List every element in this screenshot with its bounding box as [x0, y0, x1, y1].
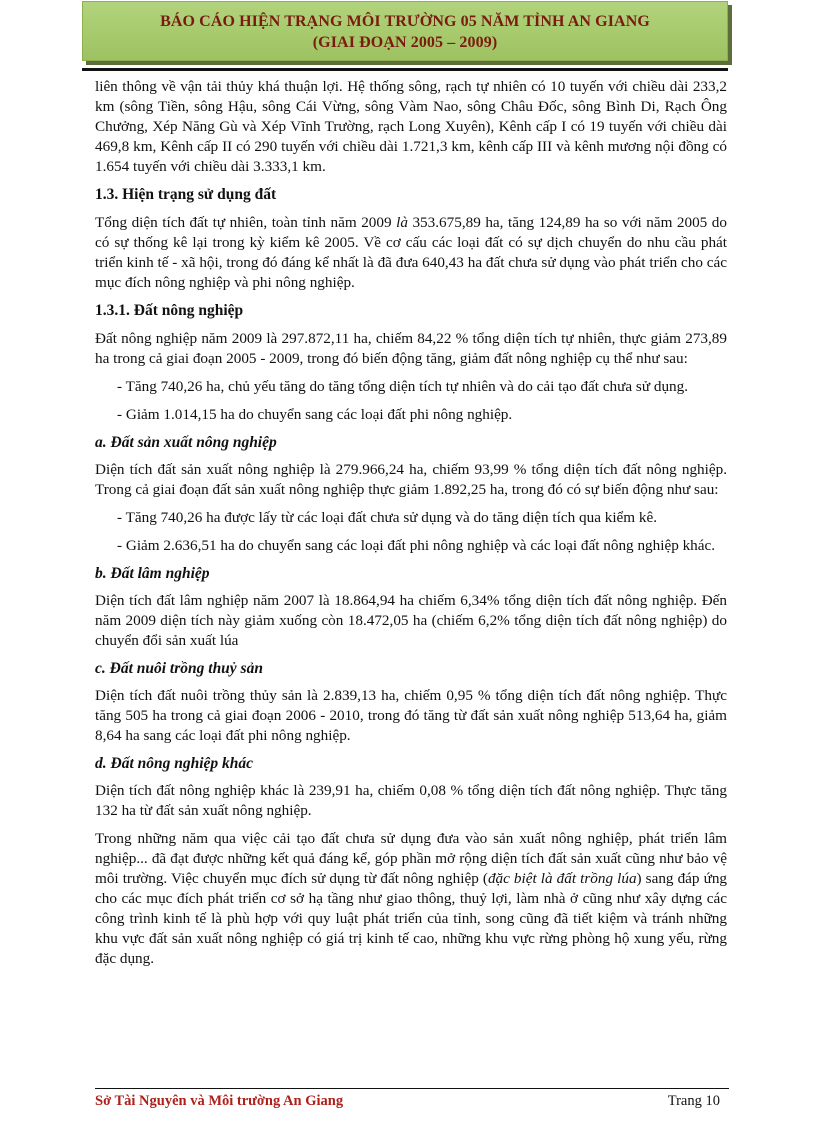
- paragraph-a: Diện tích đất sản xuất nông nghiệp là 279.966,24 ha, chiếm 93,99 % tổng diện tích đất nông nghiệp. Trong cả giai đoạn đất sản xuất nông nghiệp thực giảm 1.892,25 ha, trong đó có sự biến động như sau:: [95, 461, 727, 498]
- footer-organization: Sở Tài Nguyên và Môi trường An Giang: [95, 1093, 344, 1109]
- page-number: Trang 10: [667, 1093, 720, 1109]
- paragraph-b: Diện tích đất lâm nghiệp năm 2007 là 18.864,94 ha chiếm 6,34% tổng diện tích đất nông nghiệp. Đến năm 2009 diện tích này giảm xuống còn 18.472,05 ha (chiếm 6,2% tổng diện tích đất nông nghiệp) do chuyển đổi sản xuất lúa: [95, 592, 727, 649]
- subheading-b: b. Đất lâm nghiệp: [95, 565, 210, 582]
- report-title: BÁO CÁO HIỆN TRẠNG MÔI TRƯỜNG 05 NĂM TỈNH AN GIANG: [160, 13, 650, 30]
- bullet-a-increase: - Tăng 740,26 ha được lấy từ các loại đất chưa sử dụng và do tăng diện tích qua kiểm kê.: [117, 509, 658, 526]
- closing-paragraph: Trong những năm qua việc cải tạo đất chưa sử dụng đưa vào sản xuất nông nghiệp, phát triển lâm nghiệp... đã đạt được những kết quả đáng kể, góp phần mở rộng diện tích đất sản xuất cũng như bảo vệ môi trường. Việc chuyển mục đích sử dụng từ đất nông nghiệp (đặc biệt là đất trồng lúa) sang đáp ứng cho các mục đích phát triển cơ sở hạ tầng như giao thông, thuỷ lợi, làm nhà ở cũng như xây dựng các công trình kinh tế là phù hợp với quy luật phát triển của tỉnh, song cũng đã tiết kiệm và tránh những khu vực đất sản xuất nông nghiệp có giá trị kinh tế cao, những khu vực rừng phòng hộ xung yếu, rừng đặc dụng.: [95, 830, 728, 967]
- intro-paragraph: liên thông về vận tải thủy khá thuận lợi. Hệ thống sông, rạch tự nhiên có 10 tuyến với chiều dài 233,2 km (sông Tiền, sông Hậu, sông Cái Vừng, sông Vàm Nao, sông Châu Đốc, sông Bình Di, Rạch Ông Chưởng, Xép Năng Gù và Xép Vĩnh Trường, rạch Long Xuyên), Kênh cấp I có 19 tuyến với chiều dài 469,8 km, Kênh cấp II có 290 tuyến với chiều dài 1.721,3 km, kênh cấp III và kênh mương nội đồng có 1.654 tuyến với chiều dài 3.333,1 km.: [95, 78, 727, 175]
- paragraph-d: Diện tích đất nông nghiệp khác là 239,91 ha, chiếm 0,08 % tổng diện tích đất nông nghiệp. Thực tăng 132 ha từ đất sản xuất nông nghiệp.: [95, 782, 727, 819]
- report-period: (GIAI ĐOẠN 2005 – 2009): [312, 34, 498, 51]
- footer-divider: [95, 1088, 729, 1089]
- subheading-c: c. Đất nuôi trồng thuỷ sản: [95, 660, 263, 677]
- paragraph-1-3-1: Đất nông nghiệp năm 2009 là 297.872,11 ha, chiếm 84,22 % tổng diện tích tự nhiên, thực giảm 273,89 ha trong cả giai đoạn 2005 - 2009, trong đó biến động tăng, giảm đất nông nghiệp cụ thể như sau:: [95, 330, 727, 367]
- page-content: [95, 77, 727, 977]
- report-header-banner: [82, 1, 728, 61]
- subheading-d: d. Đất nông nghiệp khác: [95, 755, 254, 772]
- bullet-decrease: - Giảm 1.014,15 ha do chuyển sang các loại đất phi nông nghiệp.: [117, 406, 513, 423]
- section-heading-1-3: 1.3. Hiện trạng sử dụng đất: [95, 186, 277, 203]
- bullet-increase: - Tăng 740,26 ha, chủ yếu tăng do tăng tổng diện tích tự nhiên và do cải tạo đất chưa sử dụng.: [117, 378, 689, 395]
- header-divider: [82, 68, 728, 71]
- paragraph-c: Diện tích đất nuôi trồng thủy sản là 2.839,13 ha, chiếm 0,95 % tổng diện tích đất nông nghiệp. Thực tăng 505 ha trong cả giai đoạn 2006 - 2010, trong đó tăng từ đất sản xuất nông nghiệp 513,64 ha, giảm 8,64 ha sang các loại đất phi nông nghiệp.: [95, 687, 727, 744]
- section-heading-1-3-1: 1.3.1. Đất nông nghiệp: [95, 302, 244, 319]
- bullet-a-decrease: - Giảm 2.636,51 ha do chuyển sang các loại đất phi nông nghiệp và các loại đất nông nghiệp khác.: [117, 537, 716, 554]
- subheading-a: a. Đất sản xuất nông nghiệp: [95, 434, 277, 451]
- paragraph-1-3: Tổng diện tích đất tự nhiên, toàn tỉnh năm 2009 là 353.675,89 ha, tăng 124,89 ha so với năm 2005 do có sự thống kê lại trong kỳ kiểm kê 2005. Về cơ cấu các loại đất có sự dịch chuyển do nhu cầu phát triển kinh tế - xã hội, trong đó đáng kể nhất là đã đưa 640,43 ha đất chưa sử dụng vào phát triển cho các mục đích nông nghiệp và phi nông nghiệp.: [95, 214, 727, 291]
